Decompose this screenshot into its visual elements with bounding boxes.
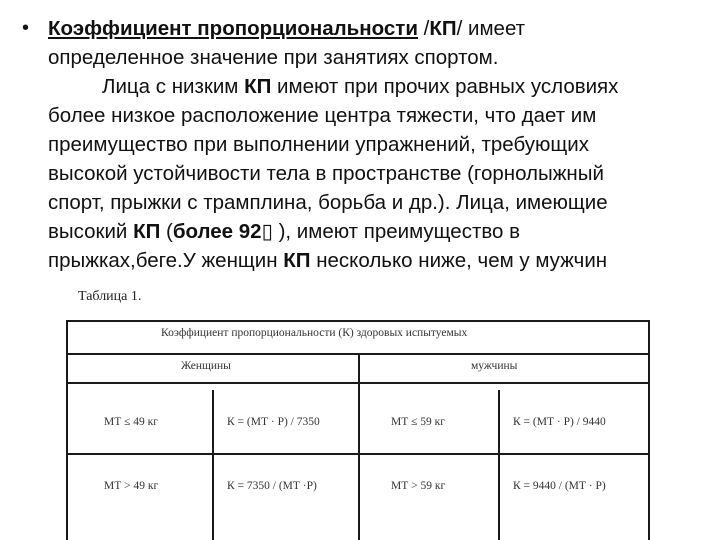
data-table	[66, 320, 650, 540]
table-border-top	[66, 320, 650, 322]
table-divider-center	[358, 353, 360, 540]
kp-abbr: КП	[429, 17, 457, 40]
cell-men-row1-condition: МТ ≤ 59 кг	[391, 416, 445, 428]
slide-text	[22, 14, 712, 275]
threshold-value: более 92	[172, 220, 262, 243]
bullet-dot: •	[22, 17, 30, 39]
kp-abbr: КП	[283, 249, 311, 272]
table-title: Коэффициент пропорциональности (К) здоровых испытуемых	[161, 327, 468, 339]
text-line-2: определенное значение при занятиях спортом.	[48, 46, 499, 69]
cell-men-row2-condition: МТ > 59 кг	[391, 480, 446, 492]
table-divider-men	[498, 390, 500, 540]
text-line-9: прыжках,беге.У женщин КП несколько ниже, чем у мужчин	[48, 249, 608, 272]
header-men: мужчины	[471, 360, 518, 372]
kp-abbr: КП	[133, 220, 161, 243]
table-divider-women	[212, 390, 214, 540]
header-women: Женщины	[181, 360, 231, 372]
text-line-6: высокой устойчивости тела в пространстве (горнолыжный	[48, 162, 604, 185]
term-coefficient: Коэффициент пропорциональности	[48, 17, 418, 40]
text-line-4: более низкое расположение центра тяжести, что дает им	[48, 104, 597, 127]
cell-men-row2-formula: К = 9440 / (МТ · Р)	[513, 480, 606, 492]
text-line-7: спорт, прыжки с трамплина, борьба и др.). Лица, имеющие	[48, 191, 608, 214]
text-l1b: / имеет	[456, 17, 526, 40]
text-line-3: Лица с низким КП имеют при прочих равных условиях	[102, 75, 619, 98]
bullet-line-1	[22, 14, 712, 43]
cell-women-row1-formula: К = (МТ · Р) / 7350	[227, 416, 320, 428]
text-line-5: преимущество при выполнении упражнений, требующих	[48, 133, 589, 156]
text-l1a: /	[417, 17, 430, 40]
missing-glyph-box: ▯	[261, 220, 273, 243]
cell-men-row1-formula: К = (МТ · Р) / 9440	[513, 416, 606, 428]
cell-women-row1-condition: МТ ≤ 49 кг	[104, 416, 158, 428]
kp-abbr: КП	[244, 75, 272, 98]
text-line-8: высокий КП (более 92▯ ), имеют преимущество в	[48, 220, 520, 243]
table-caption: Таблица 1.	[78, 289, 142, 304]
cell-women-row2-formula: К = 7350 / (МТ ·Р)	[227, 480, 317, 492]
cell-women-row2-condition: МТ > 49 кг	[104, 480, 159, 492]
